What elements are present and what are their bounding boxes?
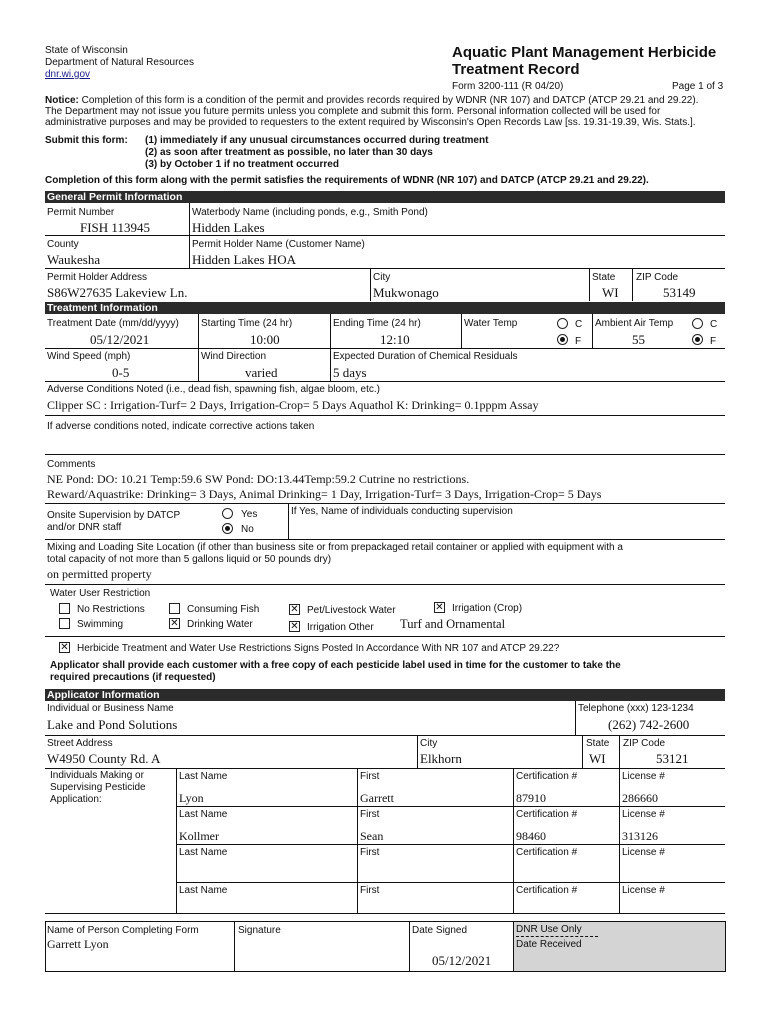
water-temp-label: Water Temp [464, 318, 518, 329]
onsite-yes-radio[interactable] [222, 508, 233, 519]
irrigation-crop-label: Irrigation (Crop) [452, 603, 523, 614]
last-name-label: Last Name [179, 771, 228, 782]
applicator-city-value[interactable]: Elkhorn [420, 751, 462, 766]
consuming-fish-checkbox[interactable] [169, 603, 180, 614]
water-temp-c-label: C [575, 319, 583, 330]
street-label: Street Address [47, 738, 113, 749]
irrigation-crop-checkbox[interactable] [434, 602, 445, 613]
city-value[interactable]: Mukwonago [373, 285, 439, 300]
notice-label: Notice: [45, 95, 79, 106]
cert-label: Certification # [516, 809, 578, 820]
individuals-label-line3: Application: [50, 794, 102, 805]
applicator-state-value[interactable]: WI [589, 751, 606, 766]
residual-label: Expected Duration of Chemical Residuals [333, 351, 518, 362]
city-label: City [373, 272, 391, 283]
license-label: License # [622, 771, 665, 782]
wind-speed-value[interactable]: 0-5 [112, 365, 130, 380]
form-number: Form 3200-111 (R 04/20) [452, 81, 564, 92]
person-last-name[interactable]: Lyon [179, 791, 204, 805]
submit-item-3: (3) by October 1 if no treatment occurred [145, 159, 339, 170]
completing-value[interactable]: Garrett Lyon [47, 937, 109, 951]
person-license[interactable]: 313126 [622, 829, 658, 843]
adverse-label: Adverse Conditions Noted (i.e., dead fish, spawning fish, algae bloom, etc.) [47, 384, 380, 395]
permit-number-value[interactable]: FISH 113945 [80, 220, 150, 235]
onsite-no-radio[interactable] [222, 523, 233, 534]
first-name-label: First [360, 847, 380, 858]
pet-livestock-label: Pet/Livestock Water [307, 605, 396, 616]
section-applicator-header: Applicator Information [45, 689, 725, 701]
water-temp-f-radio[interactable] [557, 334, 568, 345]
first-name-label: First [360, 771, 380, 782]
swimming-label: Swimming [77, 619, 124, 630]
end-time-value[interactable]: 12:10 [380, 332, 410, 347]
drinking-water-label: Drinking Water [187, 619, 253, 630]
mixing-label-line2: total capacity of not more than 5 gallons liquid or 50 pounds dry) [47, 554, 332, 565]
date-received-label: Date Received [516, 939, 582, 950]
comments-line1[interactable]: NE Pond: DO: 10.21 Temp:59.6 SW Pond: DO:13.44Temp:59.2 Cutrine no restrictions. [47, 472, 470, 486]
person-first-name[interactable]: Sean [360, 829, 384, 843]
corrective-label: If adverse conditions noted, indicate corrective actions taken [47, 421, 315, 432]
phone-label: Telephone (xxx) 123-1234 [578, 703, 694, 714]
air-temp-c-label: C [710, 319, 718, 330]
notice-line1 [45, 95, 698, 106]
website-link[interactable]: dnr.wi.gov [45, 69, 91, 80]
county-label: County [47, 239, 79, 250]
signs-posted-label: Herbicide Treatment and Water Use Restrictions Signs Posted In Accordance With NR 107 and ATCP 29.22? [77, 643, 560, 654]
person-first-name[interactable]: Garrett [360, 791, 394, 805]
person-last-name[interactable]: Kollmer [179, 829, 219, 843]
adverse-value[interactable]: Clipper SC : Irrigation-Turf= 2 Days, Irrigation-Crop= 5 Days Aquathol K: Drinking= 0.1pppm Assay [47, 398, 539, 412]
first-name-label: First [360, 809, 380, 820]
date-signed-label: Date Signed [412, 925, 468, 936]
wind-direction-label: Wind Direction [201, 351, 267, 362]
form-title: Aquatic Plant Management Herbicide [452, 44, 717, 61]
form-title-line2: Treatment Record [452, 61, 580, 78]
pet-livestock-checkbox[interactable] [289, 604, 300, 615]
state-value[interactable]: WI [602, 285, 619, 300]
submit-item-2: (2) as soon after treatment as possible, no later than 30 days [145, 147, 433, 158]
mixing-value[interactable]: on permitted property [47, 567, 152, 581]
first-name-label: First [360, 885, 380, 896]
dnr-use-label: DNR Use Only [516, 924, 582, 935]
air-temp-label: Ambient Air Temp [595, 318, 674, 329]
air-temp-f-label: F [710, 336, 717, 347]
individuals-label-line2: Supervising Pesticide [50, 782, 146, 793]
section-general-header: General Permit Information [45, 191, 725, 203]
submit-item-1: (1) immediately if any unusual circumstances occurred during treatment [145, 135, 489, 146]
department-name: Department of Natural Resources [45, 57, 194, 68]
address-value[interactable]: S86W27635 Lakeview Ln. [47, 285, 188, 300]
applicator-zip-label: ZIP Code [623, 738, 666, 749]
no-restrictions-label: No Restrictions [77, 604, 145, 615]
onsite-no-label: No [241, 524, 254, 535]
applicator-zip-value[interactable]: 53121 [656, 751, 689, 766]
last-name-label: Last Name [179, 847, 228, 858]
water-temp-c-radio[interactable] [557, 318, 568, 329]
air-temp-c-radio[interactable] [692, 318, 703, 329]
agency-name: State of Wisconsin [45, 45, 128, 56]
state-label: State [592, 272, 616, 283]
person-license[interactable]: 286660 [622, 791, 658, 805]
individuals-label: Individuals Making or [50, 770, 144, 781]
waterbody-value[interactable]: Hidden Lakes [192, 220, 265, 235]
label-copy-text-line2: required precautions (if requested) [50, 672, 216, 683]
comments-label: Comments [47, 459, 96, 470]
address-label: Permit Holder Address [47, 272, 148, 283]
air-temp-value[interactable]: 55 [632, 332, 645, 347]
onsite-yes-label: Yes [241, 509, 258, 520]
mixing-label: Mixing and Loading Site Location (if other than business site or from prepackaged retail container or applied with equipment with a [47, 542, 623, 553]
last-name-label: Last Name [179, 885, 228, 896]
holder-label: Permit Holder Name (Customer Name) [192, 239, 365, 250]
consuming-fish-label: Consuming Fish [187, 604, 260, 615]
air-temp-f-radio[interactable] [692, 334, 703, 345]
onsite-label-line2: and/or DNR staff [47, 522, 122, 533]
wind-direction-value[interactable]: varied [245, 365, 278, 380]
license-label: License # [622, 885, 665, 896]
supervision-names-label: If Yes, Name of individuals conducting supervision [291, 506, 513, 517]
section-treatment-header: Treatment Information [45, 302, 725, 314]
person-certification[interactable]: 87910 [516, 791, 546, 805]
applicator-city-label: City [420, 738, 438, 749]
phone-value[interactable]: (262) 742-2600 [608, 717, 690, 732]
start-time-label: Starting Time (24 hr) [201, 318, 293, 329]
start-time-value[interactable]: 10:00 [250, 332, 280, 347]
street-value[interactable]: W4950 County Rd. A [47, 751, 161, 766]
holder-value[interactable]: Hidden Lakes HOA [192, 252, 296, 267]
completion-text: Completion of this form along with the permit satisfies the requirements of WDNR (NR 107) and DATCP (ATCP 29.21 and 29.22). [45, 175, 649, 186]
license-label: License # [622, 809, 665, 820]
end-time-label: Ending Time (24 hr) [333, 318, 421, 329]
water-temp-f-label: F [575, 336, 582, 347]
onsite-label: Onsite Supervision by DATCP [47, 510, 181, 521]
irrigation-other-checkbox[interactable] [289, 621, 300, 632]
submit-label: Submit this form: [45, 135, 128, 146]
cert-label: Certification # [516, 771, 578, 782]
notice-line2: The Department may not issue you future permits unless you complete and submit this form. Personal information collected will be used for [45, 106, 661, 117]
irrigation-other-label: Irrigation Other [307, 622, 374, 633]
date-signed-value[interactable]: 05/12/2021 [432, 953, 492, 968]
irrigation-other-value[interactable]: Turf and Ornamental [400, 617, 506, 631]
county-value[interactable]: Waukesha [47, 252, 101, 267]
no-restrictions-checkbox[interactable] [59, 603, 70, 614]
waterbody-label: Waterbody Name (including ponds, e.g., Smith Pond) [192, 207, 428, 218]
residual-value[interactable]: 5 days [333, 365, 367, 380]
wind-speed-label: Wind Speed (mph) [47, 351, 131, 362]
treatment-date-label: Treatment Date (mm/dd/yyyy) [47, 318, 179, 329]
license-label: License # [622, 847, 665, 858]
drinking-water-checkbox[interactable] [169, 618, 180, 629]
zip-label: ZIP Code [636, 272, 679, 283]
comments-line2[interactable]: Reward/Aquastrike: Drinking= 3 Days, Animal Drinking= 1 Day, Irrigation-Turf= 3 Days, Irrigation-Crop= 5 Days [47, 487, 602, 501]
applicator-state-label: State [586, 738, 610, 749]
notice-text: Completion of this form is a condition of the permit and provides records required by WDNR (NR 107) and DATCP (ATCP 29.21 and 29.22). [78, 95, 699, 106]
cert-label: Certification # [516, 885, 578, 896]
treatment-date-value[interactable]: 05/12/2021 [90, 332, 150, 347]
person-certification[interactable]: 98460 [516, 829, 546, 843]
zip-value[interactable]: 53149 [663, 285, 696, 300]
last-name-label: Last Name [179, 809, 228, 820]
restriction-label: Water User Restriction [50, 588, 151, 599]
signs-posted-checkbox[interactable] [59, 642, 70, 653]
permit-number-label: Permit Number [47, 207, 115, 218]
cert-label: Certification # [516, 847, 578, 858]
page-info: Page 1 of 3 [672, 81, 724, 92]
business-name-label: Individual or Business Name [47, 703, 174, 714]
business-name-value[interactable]: Lake and Pond Solutions [47, 717, 178, 732]
signature-label: Signature [238, 925, 281, 936]
swimming-checkbox[interactable] [59, 618, 70, 629]
notice-line3: administrative purposes and may be provided to requesters to the extent required by Wisconsin's Open Records Law [ss. 19.31-19.39, Wis. Stats.]. [45, 117, 696, 128]
label-copy-text: Applicator shall provide each customer with a free copy of each pesticide label used in time for the customer to take the [50, 660, 621, 671]
completing-label: Name of Person Completing Form [47, 925, 199, 936]
